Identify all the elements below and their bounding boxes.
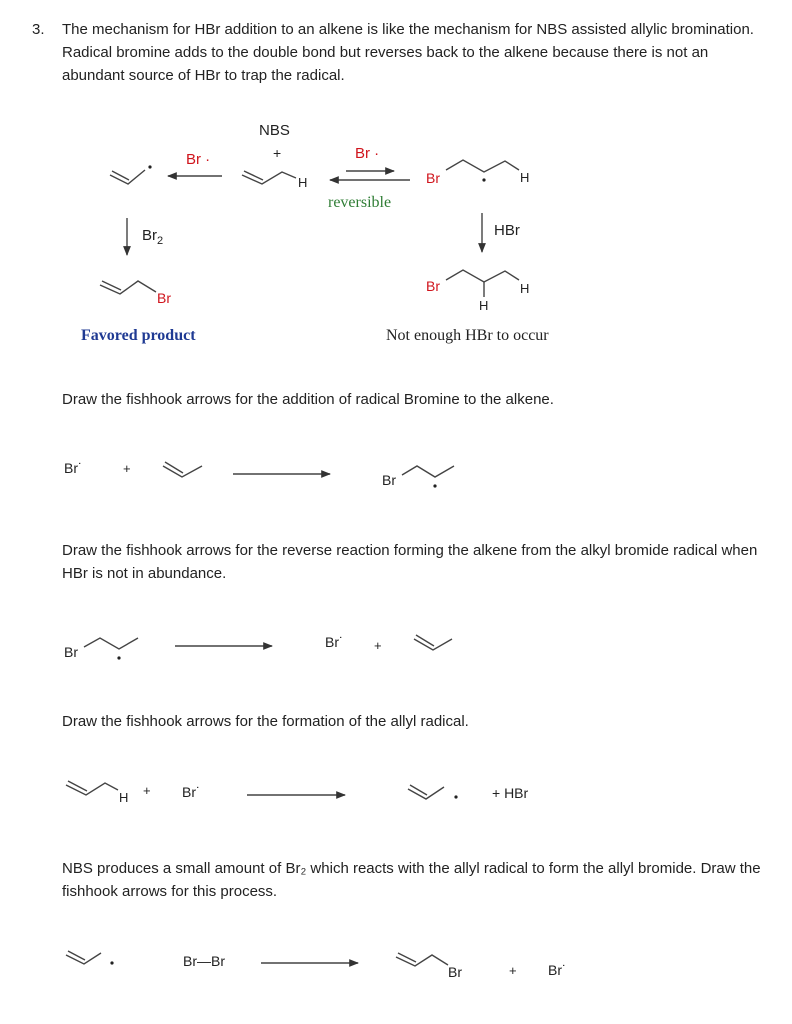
hbr-reagent: HBr [494, 222, 520, 239]
radical-br-label: Br [426, 170, 440, 186]
not-enough-hbr-label: Not enough HBr to occur [386, 327, 549, 344]
s4-brbr: Br—Br [183, 953, 225, 969]
s2-start-br: Br [64, 644, 78, 660]
s4-allyl-radical [66, 951, 114, 965]
propene-h-label: H [298, 175, 308, 190]
allyl-radical-top [110, 165, 152, 184]
nbs-label: NBS [259, 122, 290, 139]
s2-propene [414, 635, 452, 650]
s3-allyl-radical [408, 785, 458, 799]
question-text: The mechanism for HBr addition to an alkene is like the mechanism for NBS assisted allylic bromination. Radical bromine adds to the double bond but reverses back to the alkene because there is not an abundant source of HBr to trap the radical. [62, 21, 754, 84]
reversible-label: reversible [328, 194, 392, 211]
s2-plus: + [374, 638, 382, 653]
s3-br-radical: Br˙ [182, 784, 201, 800]
alkyl-bromide-h-right: H [520, 281, 530, 296]
s2-bromoalkyl-radical [84, 638, 138, 660]
favored-product-label: Favored product [81, 327, 196, 344]
s3-propene [66, 781, 118, 795]
nbs-plus: + [273, 145, 282, 161]
s3-plus: + [143, 783, 151, 798]
s1-plus: + [123, 461, 131, 476]
s1-product-br: Br [382, 472, 396, 488]
br2-text: Br [142, 227, 157, 244]
question-number: 3. [32, 21, 45, 38]
allyl-bromide-br: Br [157, 290, 171, 306]
section4-instruction: NBS produces a small amount of Br₂ which reacts with the allyl radical to form the allyl bromide. Draw the fishhook arrows for this process. [62, 860, 761, 900]
section2-instruction: Draw the fishhook arrows for the reverse reaction forming the alkene from the alkyl bromide radical when HBr is not in abundance. [62, 542, 758, 582]
s1-propene [163, 462, 202, 477]
section3-instruction: Draw the fishhook arrows for the formation of the allyl radical. [62, 713, 469, 730]
s4-allyl-bromide [396, 953, 448, 966]
bromoalkyl-radical-top [446, 160, 519, 182]
s4-product-br: Br [448, 964, 462, 980]
s1-bromoalkyl-radical [402, 466, 454, 488]
br2-subscript: 2 [157, 235, 164, 247]
br2-reagent [142, 228, 163, 249]
br-radical-right: Br · [355, 145, 380, 162]
s2-br-radical: Br˙ [325, 634, 344, 650]
section1-instruction: Draw the fishhook arrows for the addition of radical Bromine to the alkene. [62, 391, 554, 408]
radical-h-label: H [520, 170, 530, 185]
alkyl-bromide-br: Br [426, 278, 440, 294]
alkyl-bromide-h-bottom: H [479, 298, 489, 313]
s3-hbr: + HBr [492, 785, 529, 801]
s3-h-label: H [119, 790, 129, 805]
s1-br-radical: Br˙ [64, 460, 83, 476]
s4-plus: + [509, 963, 517, 978]
allyl-bromide-scheme [100, 281, 156, 294]
alkyl-bromide-scheme [446, 270, 519, 297]
propene-center [242, 171, 296, 184]
s4-br-radical: Br˙ [548, 962, 567, 978]
br-radical-left: Br · [186, 151, 211, 168]
